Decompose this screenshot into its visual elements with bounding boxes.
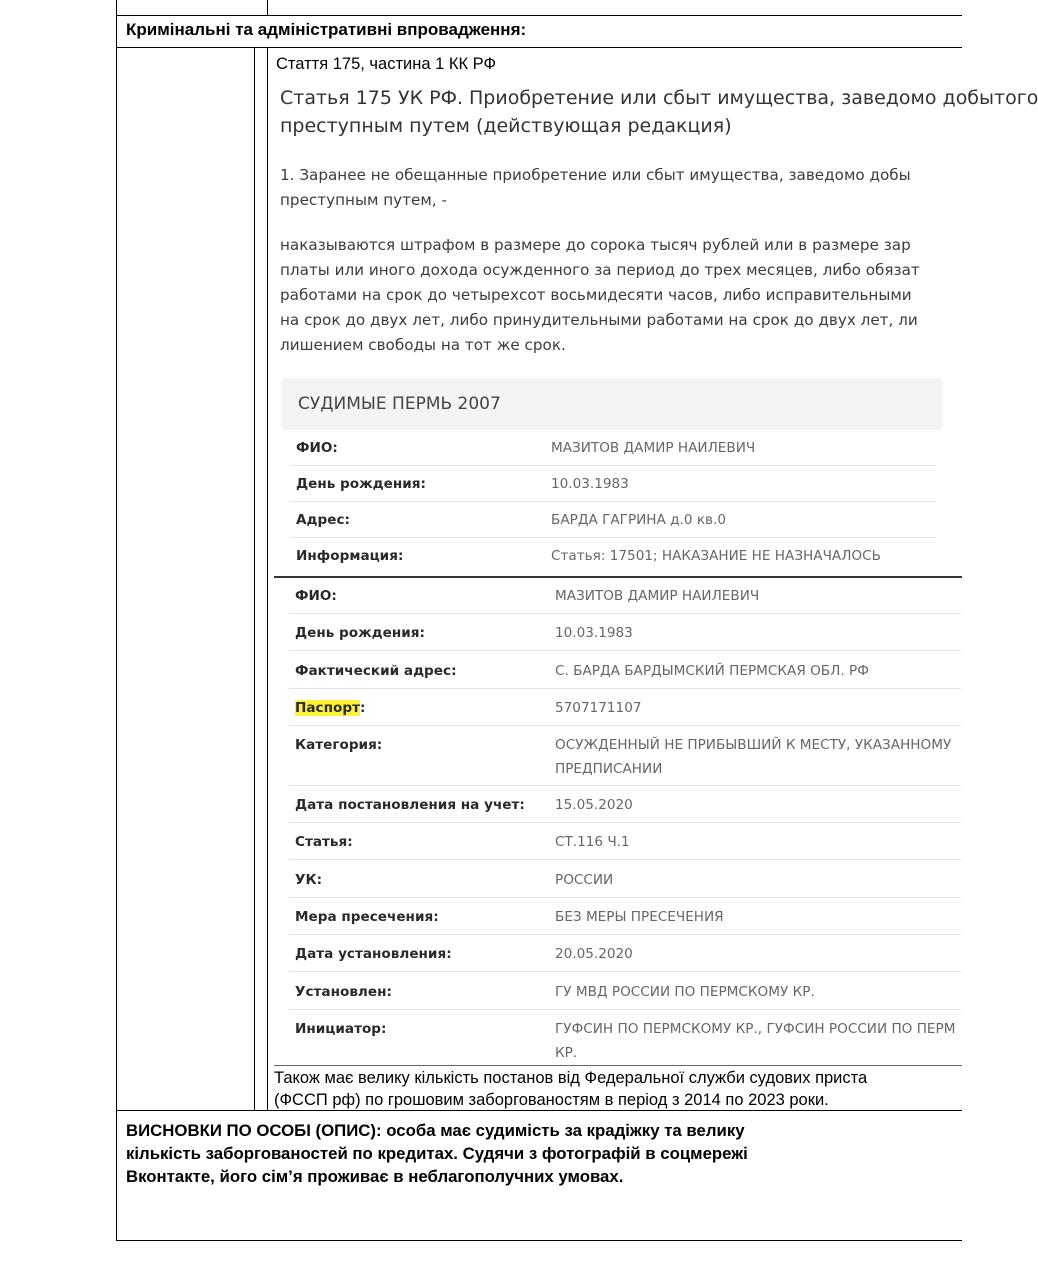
law-title-line: преступным путем (действующая редакция) bbox=[280, 115, 732, 137]
record-label: Дата установления: bbox=[295, 946, 452, 962]
record-value: Статья: 17501; НАКАЗАНИЕ НЕ НАЗНАЧАЛОСЬ bbox=[551, 548, 881, 564]
record-value: ГУФСИН ПО ПЕРМСКОМУ КР., ГУФСИН РОССИИ ПО ПЕРМ bbox=[555, 1021, 956, 1037]
record-row-separator bbox=[289, 934, 961, 935]
table-divider-top-col bbox=[267, 0, 268, 15]
record-row-separator bbox=[289, 650, 961, 651]
law-paragraph-line: наказываются штрафом в размере до сорока тысяч рублей или в размере зар bbox=[280, 236, 911, 254]
table-bottom-border bbox=[116, 1240, 962, 1241]
record-row-separator bbox=[289, 822, 961, 823]
law-paragraph-line: 1. Заранее не обещанные приобретение или сбыт имущества, заведомо добы bbox=[280, 166, 911, 184]
record-value: 15.05.2020 bbox=[555, 797, 633, 813]
record-label: Информация: bbox=[296, 548, 404, 564]
conclusion-line: Вконтакте, його сім’я проживає в неблагополучних умовах. bbox=[126, 1167, 624, 1186]
record-label: Статья: bbox=[295, 834, 353, 850]
record-label: Инициатор: bbox=[295, 1021, 387, 1037]
record-card-2 bbox=[272, 578, 962, 1066]
record-value: 10.03.1983 bbox=[551, 476, 629, 492]
record-row-separator bbox=[289, 1009, 961, 1010]
law-excerpt bbox=[280, 84, 1038, 358]
record-label: День рождения: bbox=[296, 476, 426, 492]
record-value: ГУ МВД РОССИИ ПО ПЕРМСКОМУ КР. bbox=[555, 984, 815, 1000]
table-column-divider bbox=[254, 47, 255, 1110]
record-row-separator bbox=[290, 501, 936, 502]
law-paragraph-line: работами на срок до четырехсот восьмидесяти часов, либо исправительными bbox=[280, 286, 912, 304]
record-label: ФИО: bbox=[296, 440, 338, 456]
footnote bbox=[274, 1067, 867, 1111]
record-value: РОССИИ bbox=[555, 872, 614, 888]
record-label: УК: bbox=[295, 872, 323, 888]
record-row-separator bbox=[290, 465, 936, 466]
record-row-separator bbox=[289, 688, 961, 689]
law-paragraph-line: на срок до двух лет, либо принудительными работами на срок до двух лет, ли bbox=[280, 311, 918, 329]
record-value: СТ.116 Ч.1 bbox=[555, 834, 630, 850]
table-divider-header bbox=[116, 47, 962, 48]
record-card-1 bbox=[272, 372, 962, 576]
record-row-separator bbox=[289, 613, 961, 614]
article-caption: Стаття 175, частина 1 КК РФ bbox=[276, 55, 497, 73]
record-card-2-bottom bbox=[274, 1065, 962, 1066]
record-row-separator bbox=[289, 897, 961, 898]
law-paragraph-line: платы или иного дохода осужденного за период до трех месяцев, либо обязат bbox=[280, 261, 920, 279]
record-value: БЕЗ МЕРЫ ПРЕСЕЧЕНИЯ bbox=[555, 909, 724, 925]
section-header: Кримінальні та адміністративні впровадження: bbox=[126, 20, 527, 39]
record-label: ФИО: bbox=[295, 588, 337, 604]
label-suffix: : bbox=[359, 700, 366, 716]
law-paragraph-line: преступным путем, - bbox=[280, 191, 447, 209]
record-row-separator bbox=[289, 971, 961, 972]
record-row-separator bbox=[289, 859, 961, 860]
record-label: Категория: bbox=[295, 737, 383, 753]
table-inner-divider bbox=[267, 47, 268, 1110]
record-value: МАЗИТОВ ДАМИР НАИЛЕВИЧ bbox=[555, 588, 760, 604]
law-paragraph-line: лишением свободы на тот же срок. bbox=[280, 336, 566, 354]
record-label: Адрес: bbox=[296, 512, 350, 528]
record-label: Установлен: bbox=[295, 984, 392, 1000]
record-label: Дата постановления на учет: bbox=[295, 797, 525, 813]
record-label: Фактический адрес: bbox=[295, 663, 457, 679]
record-value: 20.05.2020 bbox=[555, 946, 633, 962]
law-title-line: Статья 175 УК РФ. Приобретение или сбыт имущества, заведомо добытого bbox=[280, 87, 1038, 109]
record-label: Мера пресечения: bbox=[295, 909, 439, 925]
footnote-line: (ФССП рф) по грошовим заборгованостям в період з 2014 по 2023 роки. bbox=[274, 1091, 829, 1109]
footnote-line: Також має велику кількість постанов від Федеральної служби судових приста bbox=[274, 1069, 868, 1087]
conclusion bbox=[126, 1119, 748, 1188]
record-value: С. БАРДА БАРДЫМСКИЙ ПЕРМСКАЯ ОБЛ. РФ bbox=[555, 663, 869, 679]
record-value: МАЗИТОВ ДАМИР НАИЛЕВИЧ bbox=[551, 440, 756, 456]
conclusion-line: кількість заборгованостей по кредитах. Судячи з фотографій в соцмережі bbox=[126, 1144, 748, 1163]
record-value-continued: КР. bbox=[555, 1045, 578, 1061]
table-left-border bbox=[116, 0, 117, 1241]
highlighted-label: Паспорт bbox=[295, 700, 360, 716]
table-divider-top bbox=[116, 15, 962, 16]
record-row-separator bbox=[289, 725, 961, 726]
record-label bbox=[295, 700, 365, 716]
record-row-separator bbox=[290, 537, 936, 538]
conclusion-line: ВИСНОВКИ ПО ОСОБІ (ОПИС): особа має судимість за крадіжку та велику bbox=[126, 1121, 745, 1140]
record-row-separator bbox=[289, 785, 961, 786]
record-card-title: СУДИМЫЕ ПЕРМЬ 2007 bbox=[298, 394, 501, 414]
record-value: 10.03.1983 bbox=[555, 625, 633, 641]
record-value: ОСУЖДЕННЫЙ НЕ ПРИБЫВШИЙ К МЕСТУ, УКАЗАННОМУ bbox=[555, 737, 952, 753]
record-label: День рождения: bbox=[295, 625, 425, 641]
record-value: БАРДА ГАГРИНА д.0 кв.0 bbox=[551, 512, 727, 528]
record-value-continued: ПРЕДПИСАНИИ bbox=[555, 761, 663, 777]
record-value: 5707171107 bbox=[555, 700, 642, 716]
